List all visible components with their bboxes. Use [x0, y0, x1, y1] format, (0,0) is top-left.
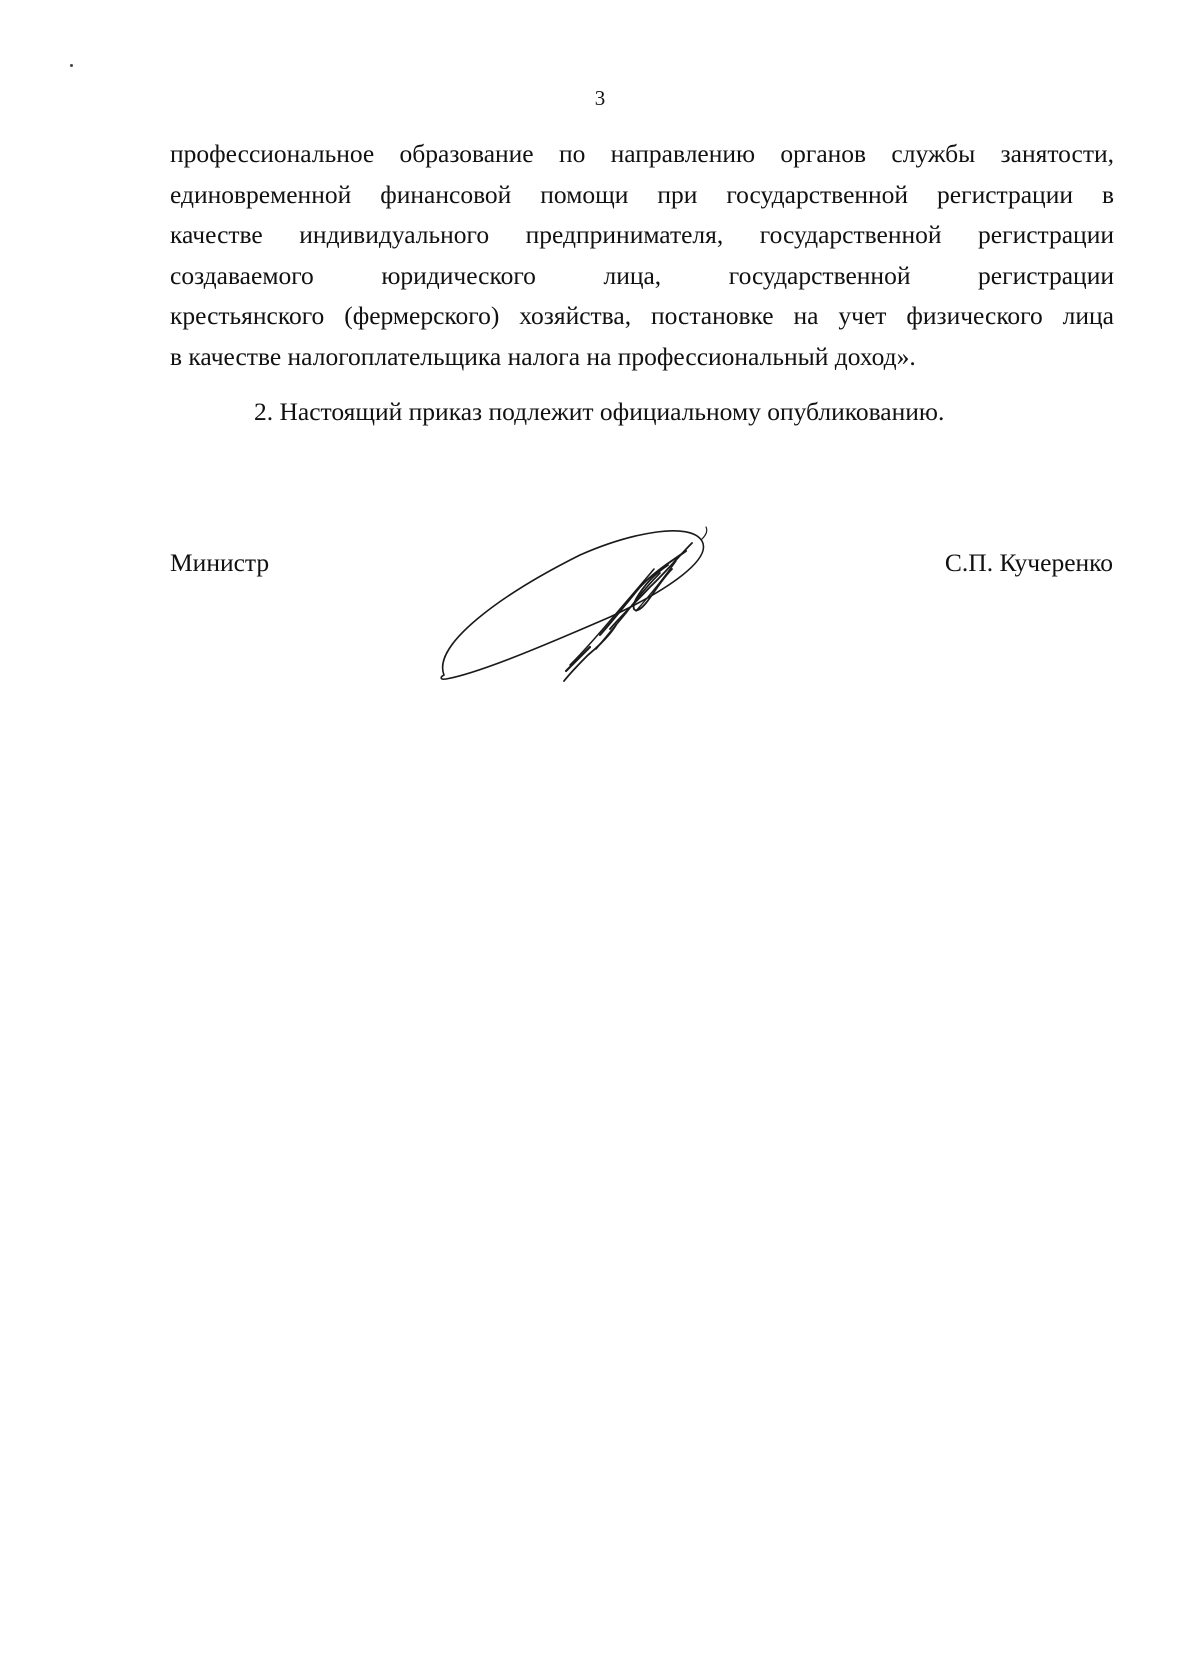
- paragraph-1-line: в качестве налогоплательщика налога на профессиональный доход».: [170, 341, 916, 371]
- paragraph-1-line: создаваемого юридического лица, государственной регистрации: [170, 260, 1114, 290]
- handwritten-signature-icon: [440, 525, 750, 685]
- paragraph-1-line: профессиональное образование по направлению органов службы занятости,: [170, 139, 1114, 168]
- paragraph-1-line: качестве индивидуального предпринимателя, государственной регистрации: [170, 220, 1114, 249]
- signatory-name: С.П. Кучеренко: [944, 548, 1113, 577]
- scan-dot-mark: [70, 64, 73, 67]
- page-number: 3: [594, 86, 606, 110]
- paragraph-1: [170, 134, 1114, 377]
- signatory-position: Министр: [170, 548, 270, 577]
- paragraph-2: 2. Настоящий приказ подлежит официальному опубликованию.: [254, 397, 945, 426]
- paragraph-1-line: крестьянского (фермерского) хозяйства, постановке на учет физического лица: [170, 301, 1114, 330]
- paragraph-1-line: единовременной финансовой помощи при государственной регистрации в: [170, 179, 1114, 209]
